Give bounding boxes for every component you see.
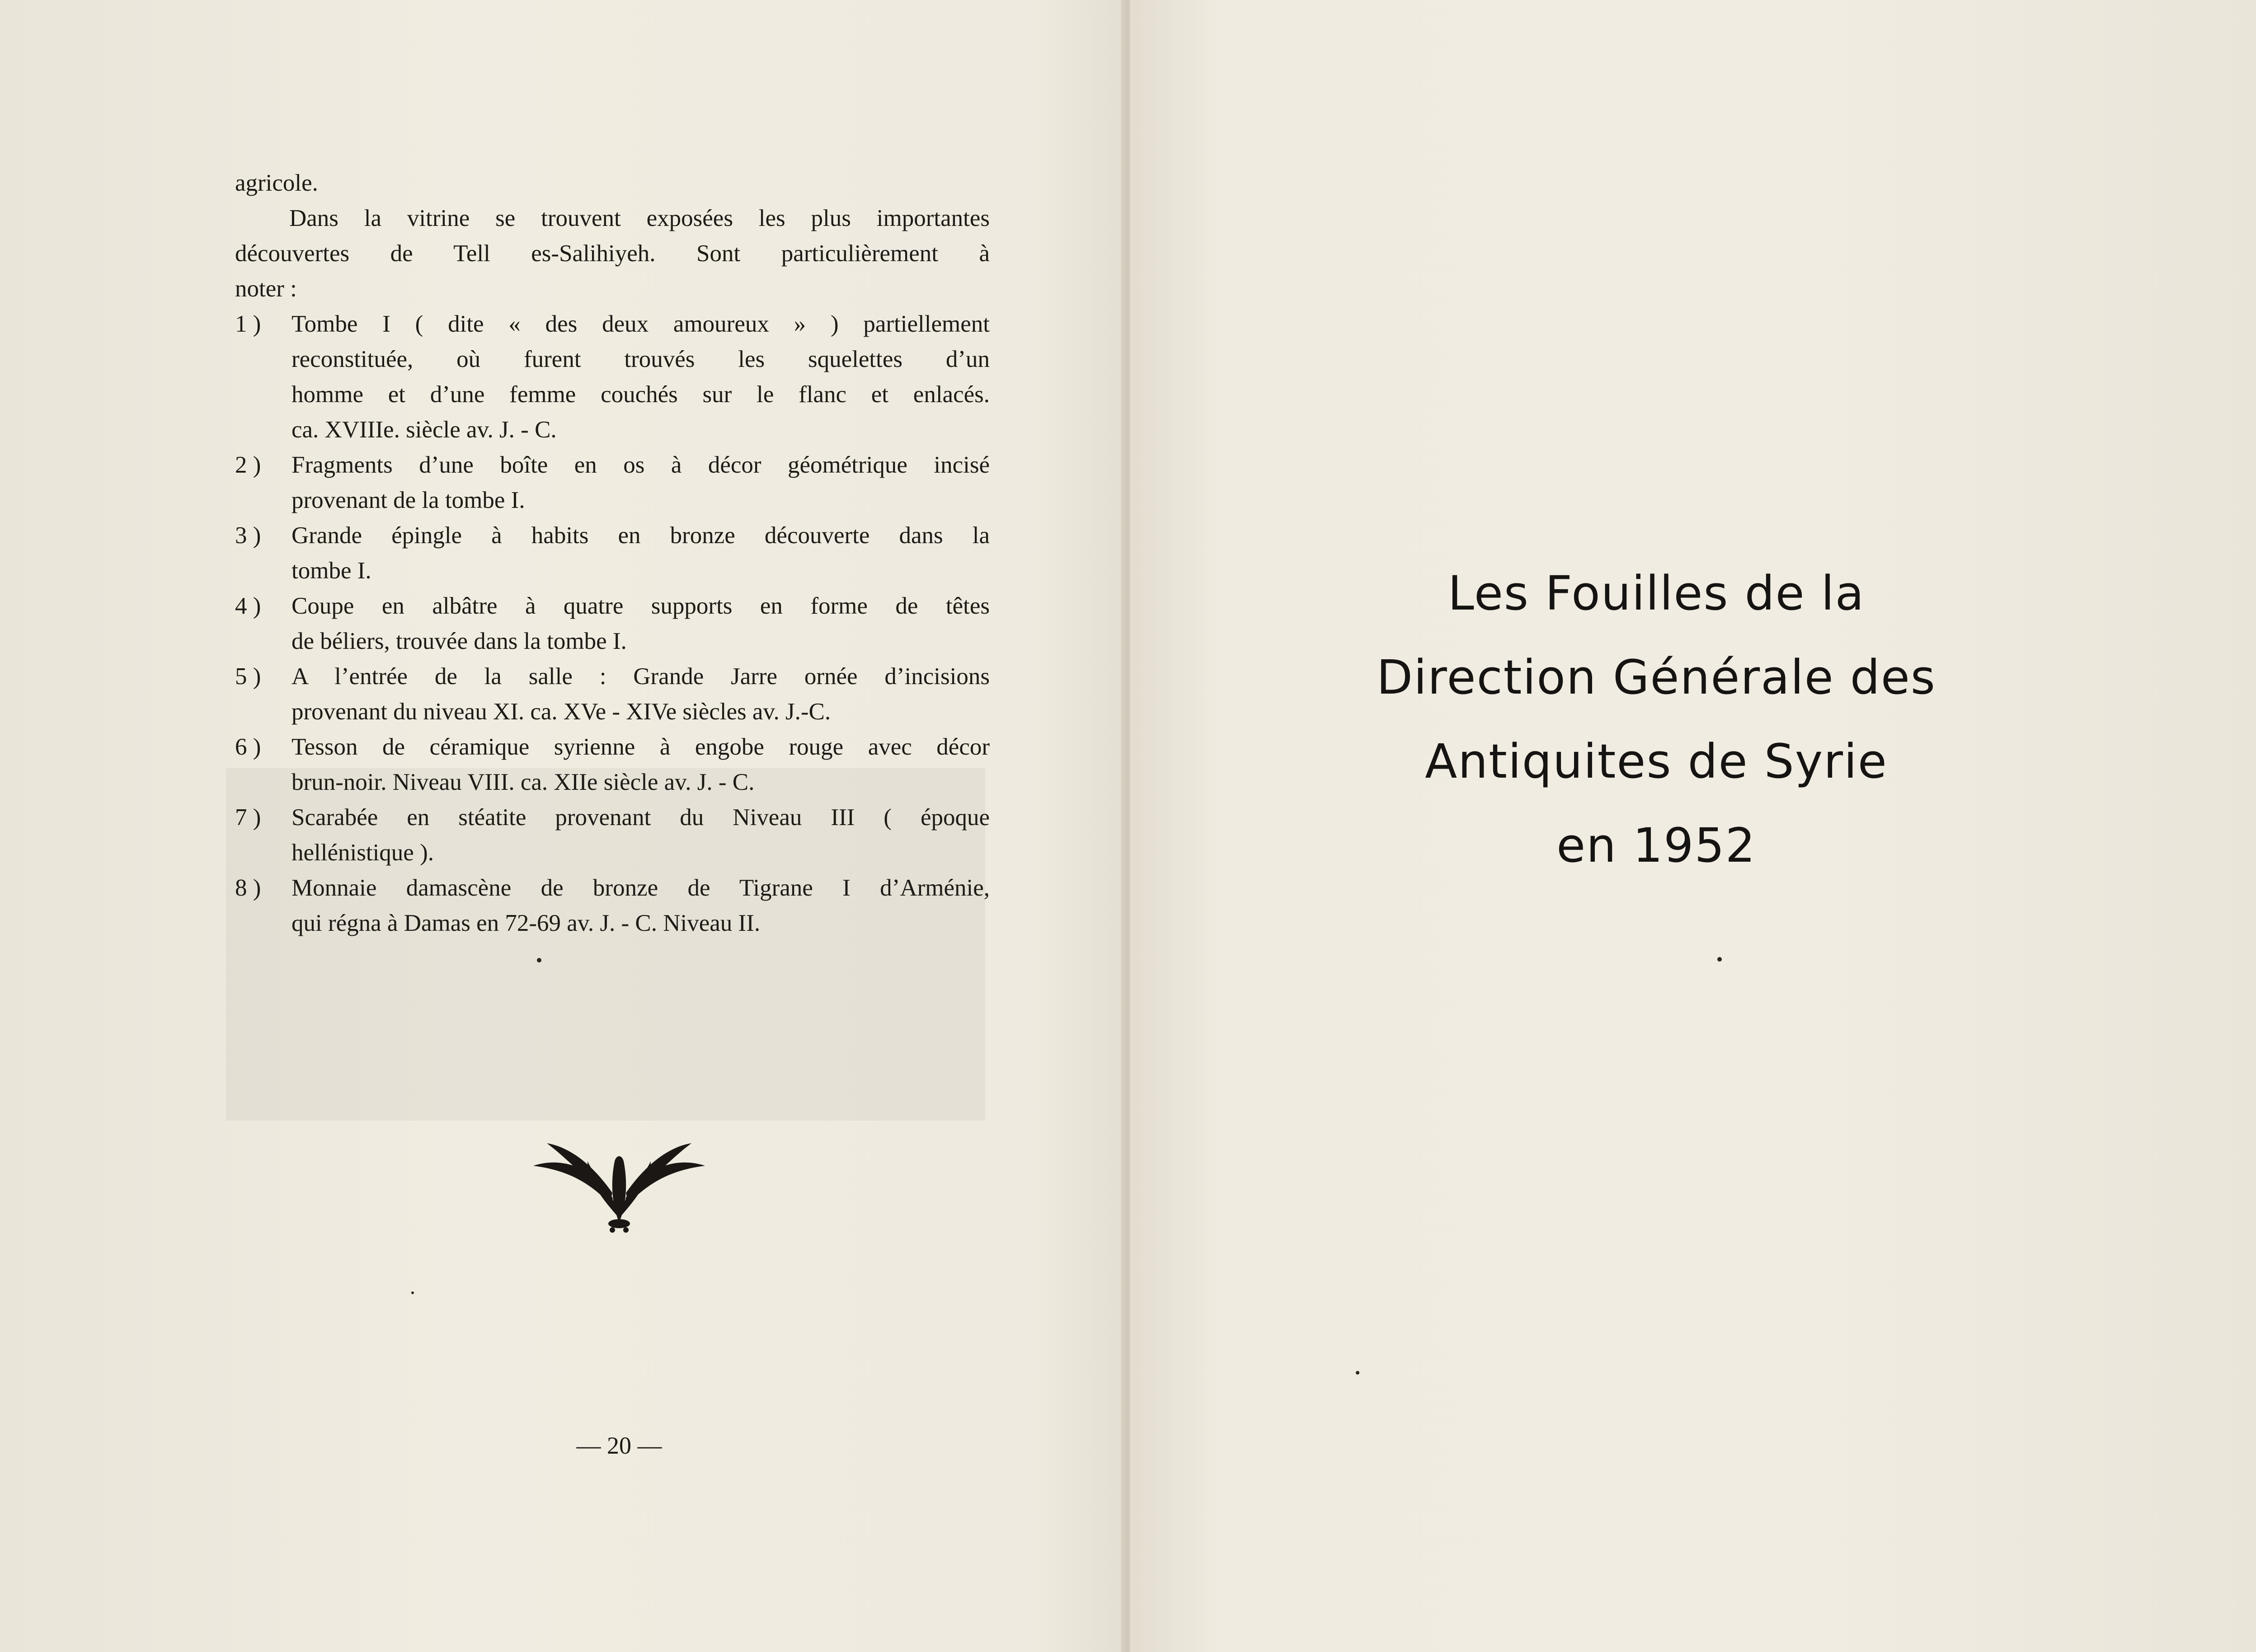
- numbered-list: [235, 306, 990, 941]
- list-item-text: A l’entrée de la salle : Grande Jarre ornée d’incisions: [291, 663, 990, 690]
- text-line: agricole.: [235, 170, 318, 196]
- list-item-number: [235, 835, 291, 870]
- title-line: en 1952: [1556, 818, 1756, 873]
- list-item-number: [235, 412, 291, 447]
- title-line: Les Fouilles de la: [1448, 566, 1865, 621]
- list-item-number: 2 ): [235, 452, 261, 478]
- ink-speck: [1356, 1371, 1359, 1375]
- list-item-number: 3 ): [235, 522, 261, 549]
- list-item-number: 6 ): [235, 734, 261, 760]
- list-item-number: 4 ): [235, 593, 261, 619]
- list-item-line: [235, 412, 990, 447]
- left-page-text: [235, 165, 990, 941]
- list-item-line: [235, 588, 990, 624]
- list-item-line: [235, 835, 990, 870]
- title-line: Antiquites de Syrie: [1425, 734, 1888, 789]
- list-item-text: Grande épingle à habits en bronze découverte dans la: [291, 522, 990, 549]
- list-item-number: [235, 694, 291, 729]
- list-item-text: de béliers, trouvée dans la tombe I.: [291, 628, 627, 654]
- list-item-number: [235, 624, 291, 659]
- list-item-text: Fragments d’une boîte en os à décor géométrique incisé: [291, 452, 990, 478]
- text-line: noter :: [235, 276, 297, 302]
- list-item-line: [235, 800, 990, 835]
- list-item-line: [235, 624, 990, 659]
- list-item-text: qui régna à Damas en 72-69 av. J. - C. Niveau II.: [291, 910, 761, 936]
- list-item-text: provenant du niveau XI. ca. XVe - XIVe siècles av. J.-C.: [291, 699, 831, 725]
- list-item-text: brun-noir. Niveau VIII. ca. XIIe siècle av. J. - C.: [291, 769, 755, 795]
- list-item-number: 5 ): [235, 663, 261, 690]
- list-item-text: Monnaie damascène de bronze de Tigrane I d’Arménie,: [291, 875, 990, 901]
- ink-speck: [1717, 957, 1722, 962]
- list-item-number: 1 ): [235, 311, 261, 337]
- page-number: — 20 —: [576, 1432, 662, 1459]
- text-line: découvertes de Tell es-Salihiyeh. Sont particulièrement à: [235, 240, 990, 267]
- ink-speck: [411, 1291, 414, 1294]
- list-item-line: [235, 447, 990, 483]
- list-item-number: 7 ): [235, 804, 261, 831]
- ink-speck: [537, 958, 541, 962]
- list-item-number: [235, 483, 291, 518]
- fleuron-ornament: [520, 1130, 719, 1234]
- list-item-line: [235, 870, 990, 906]
- list-item-text: ca. XVIIIe. siècle av. J. - C.: [291, 417, 557, 443]
- list-item-line: [235, 694, 990, 729]
- list-item-number: [235, 553, 291, 588]
- list-item-text: Tombe I ( dite « des deux amoureux » ) partiellement: [291, 311, 990, 337]
- list-item-line: [235, 342, 990, 377]
- list-item-line: [235, 906, 990, 941]
- list-item-line: [235, 518, 990, 553]
- list-item-line: [235, 765, 990, 800]
- left-page: [0, 0, 1125, 1652]
- list-item-line: [235, 729, 990, 765]
- list-item-line: [235, 483, 990, 518]
- list-item-text: Coupe en albâtre à quatre supports en forme de têtes: [291, 593, 990, 619]
- title-line: Direction Générale des: [1377, 650, 1936, 705]
- list-item-line: [235, 553, 990, 588]
- list-item-text: reconstituée, où furent trouvés les squelettes d’un: [291, 346, 990, 372]
- list-item-number: [235, 377, 291, 412]
- list-item-line: [235, 306, 990, 342]
- list-item-text: provenant de la tombe I.: [291, 487, 525, 513]
- list-item-text: Tesson de céramique syrienne à engobe rouge avec décor: [291, 734, 990, 760]
- list-item-text: hellénistique ).: [291, 840, 434, 866]
- list-item-text: homme et d’une femme couchés sur le flanc et enlacés.: [291, 381, 990, 408]
- list-item-number: [235, 765, 291, 800]
- list-item-number: 8 ): [235, 875, 261, 901]
- list-item-number: [235, 906, 291, 941]
- list-item-text: Scarabée en stéatite provenant du Niveau III ( époque: [291, 804, 990, 831]
- list-item-line: [235, 377, 990, 412]
- list-item-line: [235, 659, 990, 694]
- list-item-number: [235, 342, 291, 377]
- text-line: Dans la vitrine se trouvent exposées les plus importantes: [289, 205, 990, 231]
- list-item-text: tombe I.: [291, 558, 371, 584]
- chapter-title: [1274, 551, 2038, 887]
